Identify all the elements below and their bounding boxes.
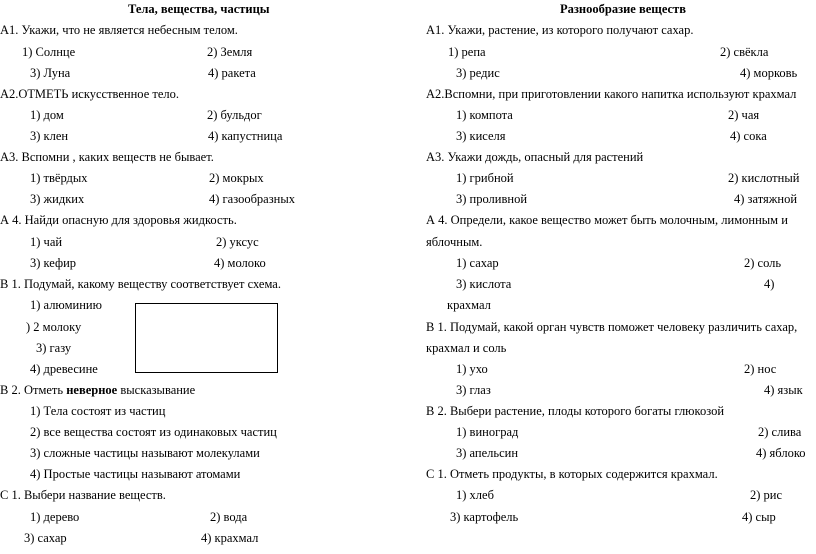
left-b1-option-4: 4) древесине [30, 362, 98, 376]
left-a2-option-1: 1) дом [30, 108, 64, 122]
left-a4-option-2: 2) уксус [216, 235, 259, 249]
left-b2-option-2: 2) все вещества состоят из одинаковых частиц [30, 425, 277, 439]
left-a2-question: А2.ОТМЕТЬ искусственное тело. [0, 87, 179, 101]
right-a3-option-4: 4) затяжной [734, 192, 798, 206]
left-b2-question [0, 383, 195, 398]
left-a2-option-4: 4) капустница [208, 129, 283, 143]
left-a4-option-4: 4) молоко [214, 256, 266, 270]
right-c1-option-3: 3) картофель [450, 510, 519, 524]
left-b1-option-3: 3) газу [36, 341, 72, 355]
right-c1-option-2: 2) рис [750, 488, 783, 502]
right-a3-option-1: 1) грибной [456, 171, 514, 185]
left-c1-option-3: 3) сахар [24, 531, 67, 545]
left-a3-option-3: 3) жидких [30, 192, 85, 206]
left-b2-option-3: 3) сложные частицы называют молекулами [30, 446, 260, 460]
right-a1-question: А1. Укажи, растение, из которого получают сахар. [426, 23, 694, 37]
left-a3-option-1: 1) твёрдых [30, 171, 88, 185]
left-c1-option-2: 2) вода [210, 510, 248, 524]
right-b1-question-line-2: крахмал и соль [426, 341, 507, 355]
left-a3-option-2: 2) мокрых [209, 171, 264, 185]
right-a2-option-4: 4) сока [730, 129, 767, 143]
right-a1-option-4: 4) морковь [740, 66, 798, 80]
right-a4-option-1: 1) сахар [456, 256, 499, 270]
right-a1-option-1: 1) репа [448, 45, 486, 59]
right-b1-option-2: 2) нос [744, 362, 777, 376]
left-a1-option-2: 2) Земля [207, 45, 253, 59]
left-a4-option-3: 3) кефир [30, 256, 77, 270]
left-b2-option-1: 1) Тела состоят из частиц [30, 404, 166, 418]
right-a4-option-3: 3) кислота [456, 277, 512, 291]
right-c1-question: С 1. Отметь продукты, в которых содержится крахмал. [426, 467, 718, 481]
right-b2-option-2: 2) слива [758, 425, 802, 439]
left-b2-question-emphasis: неверное [66, 383, 118, 397]
right-b2-question: В 2. Выбери растение, плоды которого богаты глюкозой [426, 404, 725, 418]
left-b2-option-4: 4) Простые частицы называют атомами [30, 467, 241, 481]
left-a4-option-1: 1) чай [30, 235, 63, 249]
right-b2-option-4: 4) яблоко [756, 446, 806, 460]
left-c1-question: С 1. Выбери название веществ. [0, 488, 166, 502]
right-b1-option-3: 3) глаз [456, 383, 491, 397]
left-c1-option-4: 4) крахмал [201, 531, 259, 545]
right-a2-option-3: 3) киселя [456, 129, 506, 143]
right-b2-option-3: 3) апельсин [456, 446, 519, 460]
left-b2-question-start: В 2. Отметь [0, 383, 67, 397]
right-b1-option-1: 1) ухо [456, 362, 488, 376]
left-title: Тела, вещества, частицы [128, 2, 270, 16]
left-b1-option-2: ) 2 молоку [26, 320, 82, 334]
right-a2-option-1: 1) компота [456, 108, 513, 122]
right-a1-option-2: 2) свёкла [720, 45, 769, 59]
right-a4-question-line-1: А 4. Определи, какое вещество может быть молочным, лимонным и [426, 213, 788, 227]
right-a4-option-4-text: крахмал [447, 298, 491, 312]
left-c1-option-1: 1) дерево [30, 510, 80, 524]
left-a3-question: А3. Вспомни , каких веществ не бывает. [0, 150, 214, 164]
left-a1-option-1: 1) Солнце [22, 45, 76, 59]
right-c1-option-1: 1) хлеб [456, 488, 494, 502]
scheme-box [135, 303, 278, 373]
right-title: Разнообразие веществ [560, 2, 686, 16]
right-a4-option-4: 4) [764, 277, 775, 291]
left-a1-question: А1. Укажи, что не является небесным телом. [0, 23, 238, 37]
left-a4-question: А 4. Найди опасную для здоровья жидкость. [0, 213, 237, 227]
left-a2-option-3: 3) клен [30, 129, 69, 143]
left-a1-option-3: 3) Луна [30, 66, 71, 80]
right-b1-option-4: 4) язык [764, 383, 803, 397]
right-b1-question-line-1: В 1. Подумай, какой орган чувств поможет человеку различить сахар, [426, 320, 798, 334]
left-a1-option-4: 4) ракета [208, 66, 256, 80]
left-b2-question-end: высказывание [117, 383, 196, 397]
left-b1-question: В 1. Подумай, какому веществу соответствует схема. [0, 277, 281, 291]
right-a3-option-2: 2) кислотный [728, 171, 800, 185]
right-a4-question-line-2: яблочным. [426, 235, 483, 249]
right-a4-option-2: 2) соль [744, 256, 782, 270]
right-a1-option-3: 3) редис [456, 66, 500, 80]
right-c1-option-4: 4) сыр [742, 510, 776, 524]
left-a2-option-2: 2) бульдог [207, 108, 262, 122]
right-b2-option-1: 1) виноград [456, 425, 519, 439]
right-a2-question: А2.Вспомни, при приготовлении какого напитка используют крахмал [426, 87, 797, 101]
left-a3-option-4: 4) газообразных [209, 192, 296, 206]
right-a3-question: А3. Укажи дождь, опасный для растений [426, 150, 644, 164]
left-b1-option-1: 1) алюминию [30, 298, 102, 312]
right-a3-option-3: 3) проливной [456, 192, 528, 206]
right-a2-option-2: 2) чая [728, 108, 760, 122]
